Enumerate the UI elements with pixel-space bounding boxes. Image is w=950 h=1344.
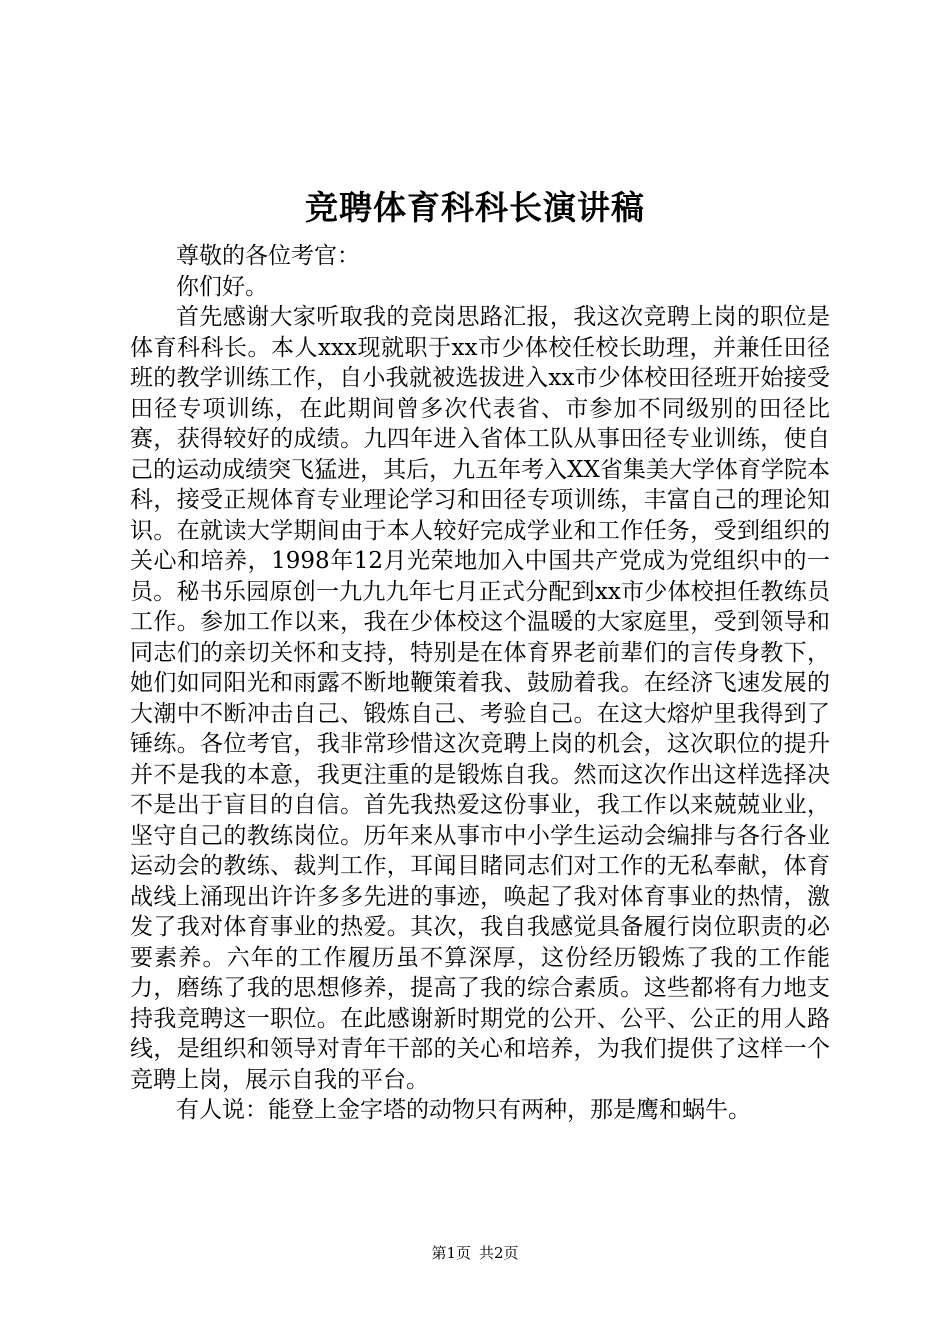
document-title: 竞聘体育科科长演讲稿 — [305, 188, 645, 227]
page-footer — [0, 1243, 950, 1263]
page-number: 第1页 — [431, 1244, 471, 1262]
page-total: 共2页 — [479, 1244, 519, 1262]
salutation: 尊敬的各位考官： — [176, 243, 360, 269]
greeting: 你们好。 — [176, 273, 268, 300]
paragraph-closing: 有人说：能登上金字塔的动物只有两种，那是鹰和蜗牛。 — [176, 1097, 751, 1123]
document-body — [130, 241, 830, 1126]
paragraph-main: 首先感谢大家听取我的竞岗思路汇报，我这次竞聘上岗的职位是体育科科长。本人xxx现就职于xx市少体校任校长助理，并兼任田径班的教学训练工作，自小我就被选拔进入xx市少体校田径班开始接受田径专项训练，在此期间曾多次代表省、市参加不同级别的田径比赛，获得较好的成绩。九四年进入省体工队从事田径专业训练，使自己的运动成绩突飞猛进，其后，九五年考入XX省集美大学体育学院本科，接受正规体育专业理论学习和田径专项训练，丰富自己的理论知识。在就读大学期间由于本人较好完成学业和工作任务，受到组织的关心和培养，1998年12月光荣地加入中国共产党成为党组织中的一员。秘书乐园原创一九九九年七月正式分配到xx市少体校担任教练员工作。参加工作以来，我在少体校这个温暖的大家庭里，受到领导和同志们的亲切关怀和支持，特别是在体育界老前辈们的言传身教下，她们如同阳光和雨露不断地鞭策着我、鼓励着我。在经济飞速发展的大潮中不断冲击自己、锻炼自己、考验自己。在这大熔炉里我得到了锤练。各位考官，我非常珍惜这次竞聘上岗的机会，这次职位的提升并不是我的本意，我更注重的是锻炼自我。然而这次作出这样选择决不是出于盲目的自信。首先我热爱这份事业，我工作以来兢兢业业，坚守自己的教练岗位。历年来从事市中小学生运动会编排与各行各业运动会的教练、裁判工作，耳闻目睹同志们对工作的无私奉献，体育战线上涌现出许许多多先进的事迹，唤起了我对体育事业的热情，激发了我对体育事业的热爱。其次，我自我感觉具备履行岗位职责的必要素养。六年的工作履历虽不算深厚，这份经历锻炼了我的工作能力，磨练了我的思想修养，提高了我的综合素质。这些都将有力地支持我竞聘这一职位。在此感谢新时期党的公开、公平、公正的用人路线，是组织和领导对青年干部的关心和培养，为我们提供了这样一个竞聘上岗，展示自我的平台。 — [130, 304, 830, 1093]
